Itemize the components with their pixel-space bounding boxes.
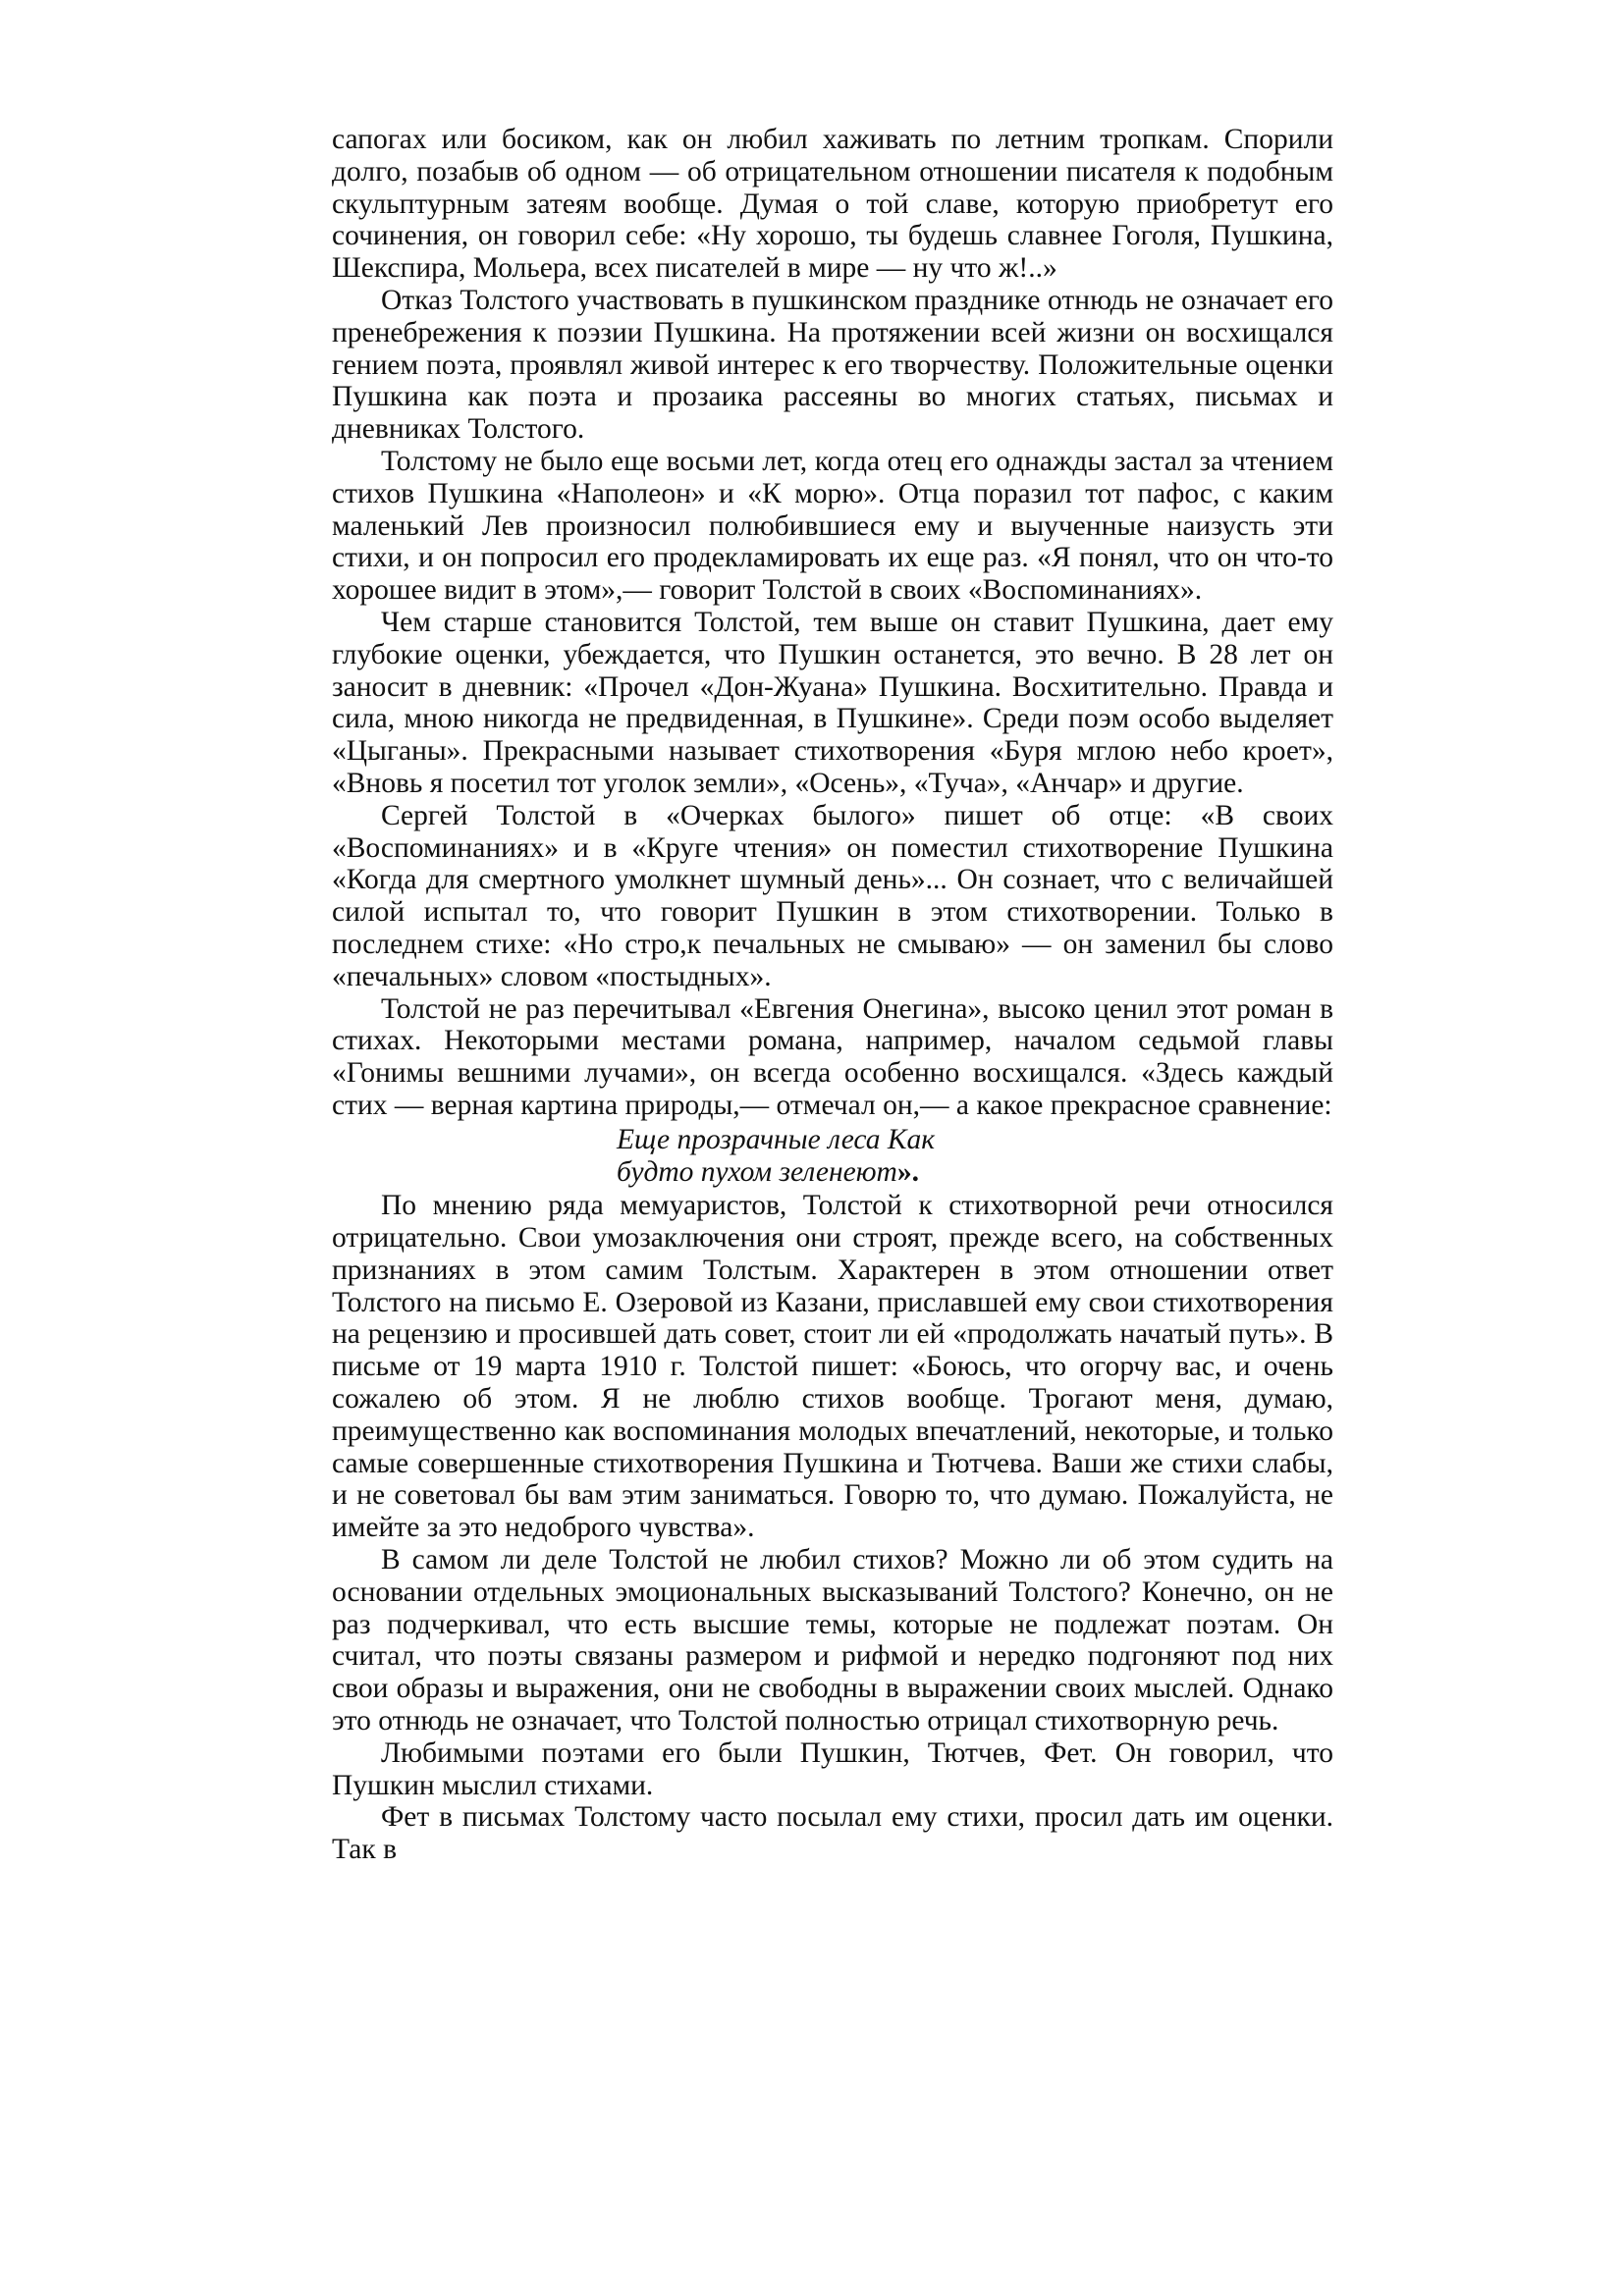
paragraph-9: Любимыми поэтами его были Пушкин, Тютчев, Фет. Он говорил, что Пушкин мыслил стихами. (332, 1736, 1333, 1801)
paragraph-10: Фет в письмах Толстому часто посылал ему стихи, просил дать им оценки. Так в (332, 1801, 1333, 1866)
paragraph-6: Толстой не раз перечитывал «Евгения Онегина», высоко ценил этот роман в стихах. Некоторыми местами романа, например, началом седьмой главы «Гонимы вешними лучами», он всегда особенно восхищался. «Здесь каждый стих — верная картина природы,— отмечал он,— а какое прекрасное сравнение: (332, 992, 1333, 1121)
document-page (332, 124, 1333, 1866)
paragraph-1: сапогах или босиком, как он любил хаживать по летним тропкам. Спорили долго, позабыв об одном — об отрицательном отношении писателя к подобным скульптурным затеям вообще. Думая о той славе, которую приобретут его сочинения, он говорил себе: «Ну хорошо, ты будешь славнее Гоголя, Пушкина, Шекспира, Мольера, всех писателей в мире — ну что ж!..» (332, 124, 1333, 285)
paragraph-2: Отказ Толстого участвовать в пушкинском празднике отнюдь не означает его пренебрежения к поэзии Пушкина. На протяжении всей жизни он восхищался гением поэта, проявлял живой интерес к его творчеству. Положительные оценки Пушкина как поэта и прозаика рассеяны во многих статьях, письмах и дневниках Толстого. (332, 284, 1333, 446)
verse-line-2: будто пухом зеленеют (617, 1155, 897, 1188)
paragraph-7: По мнению ряда мемуаристов, Толстой к стихотворной речи относился отрицательно. Свои умозаключения они строят, прежде всего, на собственных признаниях в этом самим Толстым. Характерен в этом отношении ответ Толстого на письмо Е. Озеровой из Казани, приславшей ему свои стихотворения на рецензию и просившей дать совет, стоит ли ей «продолжать начатый путь». В письме от 19 марта 1910 г. Толстой пишет: «Боюсь, что огорчу вас, и очень сожалею об этом. Я не люблю стихов вообще. Трогают меня, думаю, преимущественно как воспоминания молодых впечатлений, некоторые, и только самые совершенные стихотворения Пушкина и Тютчева. Ваши же стихи слабы, и не советовал бы вам этим заниматься. Говорю то, что думаю. Пожалуйста, не имейте за это недоброго чувства». (332, 1190, 1333, 1544)
verse-line-2-wrap (617, 1156, 1333, 1189)
verse-quote (332, 1124, 1333, 1189)
verse-line-1: Еще прозрачные леса Как (617, 1123, 936, 1155)
verse-end-mark: ». (896, 1155, 919, 1188)
paragraph-3: Толстому не было еще восьми лет, когда отец его однажды застал за чтением стихов Пушкина «Наполеон» и «К морю». Отца поразил тот пафос, с каким маленький Лев произносил полюбившиеся ему и выученные наизусть эти стихи, и он попросил его продекламировать их еще раз. «Я понял, что он что-то хорошее видит в этом»,— говорит Толстой в своих «Воспоминаниях». (332, 445, 1333, 607)
paragraph-8: В самом ли деле Толстой не любил стихов? Можно ли об этом судить на основании отдельных эмоциональных высказываний Толстого? Конечно, он не раз подчеркивал, что есть высшие темы, которые не подлежат поэтам. Он считал, что поэты связаны размером и рифмой и нередко подгоняют под них свои образы и выражения, они не свободны в выражении своих мыслей. Однако это отнюдь не означает, что Толстой полностью отрицал стихотворную речь. (332, 1544, 1333, 1737)
paragraph-4: Чем старше становится Толстой, тем выше он ставит Пушкина, дает ему глубокие оценки, убеждается, что Пушкин останется, это вечно. В 28 лет он заносит в дневник: «Прочел «Дон-Жуана» Пушкина. Восхитительно. Правда и сила, мною никогда не предвиденная, в Пушкине». Среди поэм особо выделяет «Цыганы». Прекрасными называет стихотворения «Буря мглою небо кроет», «Вновь я посетил тот уголок земли», «Осень», «Туча», «Анчар» и другие. (332, 606, 1333, 799)
paragraph-5: Сергей Толстой в «Очерках былого» пишет об отце: «В своих «Воспоминаниях» и в «Круге чтения» он поместил стихотворение Пушкина «Когда для смертного умолкнет шумный день»... Он сознает, что с величайшей силой испытал то, что говорит Пушкин в этом стихотворении. Только в последнем стихе: «Но стро,к печальных не смываю» — он заменил бы слово «печальных» словом «постыдных». (332, 799, 1333, 992)
